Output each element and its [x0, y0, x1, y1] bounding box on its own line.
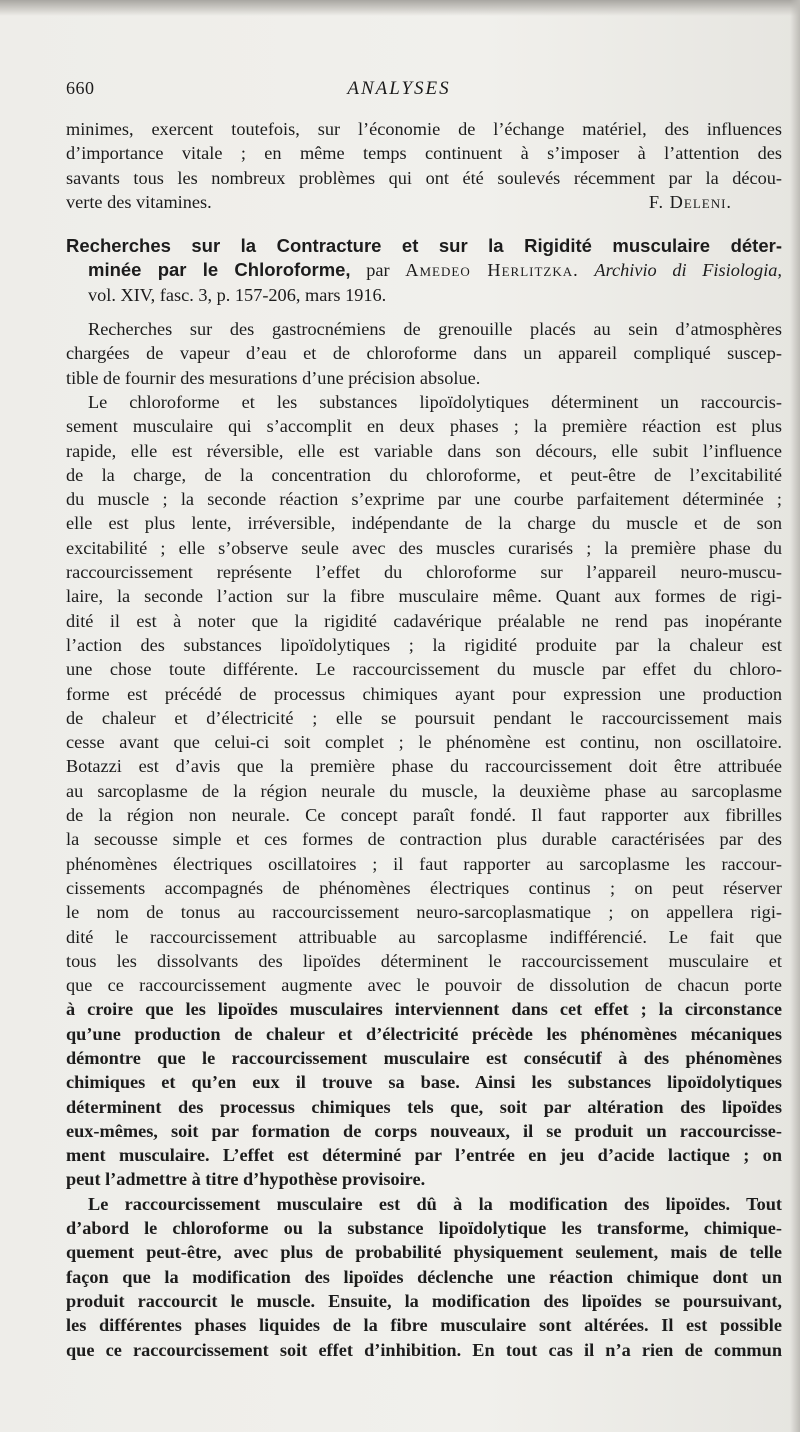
text-line: eux-mêmes, soit par formation de corps nouveaux, il se produit un raccourcisse- — [66, 1120, 782, 1141]
text-line: une chose toute différente. Le raccourcissement du muscle par effet du chloro- — [66, 659, 782, 680]
text-line: chargées de vapeur d’eau et de chloroforme dans un appareil compliqué suscep- — [66, 343, 782, 364]
journal-name: Archivio di Fisiologia, — [594, 260, 782, 281]
running-head — [66, 78, 732, 104]
review-heading — [66, 234, 782, 307]
text-line: cesse avant que celui-ci soit complet ; le phénomène est continu, non oscillatoire. — [66, 732, 782, 753]
review-author: Amedeo Herlitzka. — [405, 260, 579, 281]
review-paragraph-2 — [66, 390, 782, 1192]
page-body — [66, 117, 782, 1362]
text-line: raccourcissement représente l’effet du chloroforme sur l’appareil neuro-muscu- — [66, 562, 782, 583]
text-line: le nom de tonus au raccourcissement neuro-sarcoplasmatique ; on appellera rigi- — [66, 902, 782, 923]
text-line: façon que la modification des lipoïdes déclenche une réaction chimique dont un — [66, 1266, 782, 1287]
text-line: les différentes phases liquides de la fibre musculaire sont altérées. Il est possible — [66, 1315, 782, 1336]
text-line: verte des vitamines. — [66, 191, 212, 212]
text-line: dité le raccourcissement attribuable au sarcoplasme indifférencié. Le fait que — [66, 926, 782, 947]
text-line: l’action des substances lipoïdolytiques ; la rigidité produite par la chaleur est — [66, 634, 782, 655]
review-title-line — [66, 258, 782, 282]
citation-line: vol. XIV, fasc. 3, p. 157-206, mars 1916. — [88, 284, 387, 305]
text-line: Recherches sur des gastrocnémiens de grenouille placés au sein d’atmosphères — [88, 319, 782, 340]
text-line: sement musculaire qui s’accomplit en deux phases ; la première réaction est plus — [66, 416, 782, 437]
text-line: du muscle ; la seconde réaction s’exprime par une courbe parfaitement déterminée ; — [66, 489, 782, 510]
text-line: que ce raccourcissement augmente avec le pouvoir de dissolution de chacun porte — [66, 975, 782, 996]
text-line: de la région non neurale. Ce concept paraît fondé. Il faut rapporter aux fibrilles — [66, 805, 782, 826]
by-word: par — [366, 260, 390, 281]
text-line: laire, la seconde l’action sur la fibre musculaire même. Quant aux formes de rigi- — [66, 586, 782, 607]
review-title-continued: minée par le Chloroforme, — [88, 259, 351, 281]
text-line: forme est précédé de processus chimiques ayant pour expression une production — [66, 683, 782, 704]
text-line: d’importance vitale ; en même temps continuent à s’imposer à l’attention des — [66, 143, 782, 164]
text-line: de chaleur et d’électricité ; elle se poursuit pendant le raccourcissement mais — [66, 707, 782, 728]
review-paragraph-1 — [66, 317, 782, 390]
signature-line — [66, 190, 782, 214]
text-line: d’abord le chloroforme ou la substance lipoïdolytique les transforme, chimique- — [66, 1218, 782, 1239]
text-line: Botazzi est d’avis que la première phase du raccourcissement doit être attribuée — [66, 756, 782, 777]
review-title: Recherches sur la Contracture et sur la Rigidité musculaire déter- — [66, 235, 782, 257]
text-line: tible de fournir des mesurations d’une précision absolue. — [66, 367, 481, 388]
text-line: à croire que les lipoïdes musculaires interviennent dans cet effet ; la circonstance — [66, 999, 782, 1020]
text-line: chimiques et qu’en eux il trouve sa base. Ainsi les substances lipoïdolytiques — [66, 1072, 782, 1093]
text-line: excitabilité ; elle s’observe seule avec des muscles curarisés ; la première phase du — [66, 537, 782, 558]
text-line: dité il est à noter que la rigidité cadavérique préalable ne rend pas inopérante — [66, 610, 782, 631]
text-line: produit raccourcit le muscle. Ensuite, la modification des lipoïdes se poursuivant, — [66, 1290, 782, 1311]
scan-top-shadow — [0, 0, 800, 16]
text-line: que ce raccourcissement soit effet d’inhibition. En tout cas il n’a rien de commun — [66, 1339, 782, 1360]
text-line: déterminent des processus chimiques tels que, soit par altération des lipoïdes — [66, 1096, 782, 1117]
text-line: démontre que le raccourcissement musculaire est consécutif à des phénomènes — [66, 1047, 782, 1068]
scan-right-edge — [790, 0, 800, 1432]
text-line: qu’une production de chaleur et d’électricité précède les phénomènes mécaniques — [66, 1023, 782, 1044]
text-line: elle est plus lente, irréversible, indépendante de la charge du muscle et de son — [66, 513, 782, 534]
text-line: la secousse simple et ces formes de contraction plus durable caractérisées par des — [66, 829, 782, 850]
page-number: 660 — [66, 78, 95, 98]
running-head-title: ANALYSES — [347, 78, 451, 99]
review-title-line — [66, 234, 782, 258]
review-paragraph-3 — [66, 1192, 782, 1362]
text-line: ment musculaire. L’effet est déterminé par l’entrée en jeu d’acide lactique ; on — [66, 1145, 782, 1166]
text-line: de la charge, de la concentration du chloroforme, et peut-être de l’excitabilité — [66, 464, 782, 485]
text-line: au sarcoplasme de la région neurale du muscle, la deuxième phase au sarcoplasme — [66, 780, 782, 801]
text-line: phénomènes électriques oscillatoires ; il faut rapporter au sarcoplasme les raccour- — [66, 853, 782, 874]
text-line: cissements accompagnés de phénomènes électriques continus ; on peut réserver — [66, 877, 782, 898]
text-line: Le chloroforme et les substances lipoïdolytiques déterminent un raccourcis- — [88, 391, 782, 412]
text-line: rapide, elle est réversible, elle est variable dans son décours, elle subit l’influence — [66, 440, 782, 461]
text-line: tous les dissolvants des lipoïdes déterminent le raccourcissement musculaire et — [66, 950, 782, 971]
reviewer-signature: F. Deleni. — [648, 191, 732, 212]
text-line: savants tous les nombreux problèmes qui ont été soulevés récemment par la décou- — [66, 167, 782, 188]
text-line: peut l’admettre à titre d’hypothèse provisoire. — [66, 1169, 426, 1190]
text-line: quement peut-être, avec plus de probabilité physiquement seulement, mais de telle — [66, 1242, 782, 1263]
text-line: minimes, exercent toutefois, sur l’économie de l’échange matériel, des influences — [66, 119, 782, 139]
text-line: Le raccourcissement musculaire est dû à la modification des lipoïdes. Tout — [88, 1193, 782, 1214]
previous-review-ending — [66, 117, 782, 214]
